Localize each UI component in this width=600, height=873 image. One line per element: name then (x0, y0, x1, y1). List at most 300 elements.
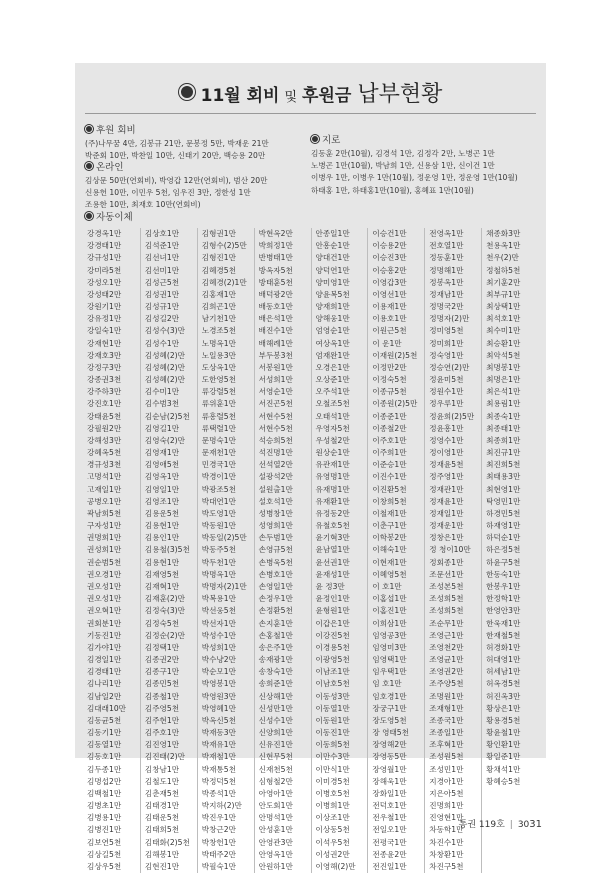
donor-entry: 양윤복5천 (315, 289, 350, 299)
member-fees-section: 후원 회비 (주)나무꿈 4만, 김봉규 21만, 문봉정 5만, 박재운 21만 박준회 10만, 박찬일 10만, 신태기 20만, 백승용 20만 (85, 122, 269, 162)
donor-entry: 박동원1만 (201, 521, 236, 531)
donor-entry: 권성희1만 (87, 545, 122, 555)
donor-entry: 조후혁1만 (429, 740, 464, 750)
donor-entry: 황용경5천 (486, 715, 521, 725)
donor-entry: 정 청이10만 (429, 545, 471, 555)
donor-entry: 김홍재1만 (201, 289, 236, 299)
donor-entry: 김수미1만 (144, 387, 180, 397)
donor-entry: 하윤구5천 (486, 557, 521, 567)
donor-entry: 신현무5천 (258, 752, 293, 762)
donor-entry: 임영미3만 (372, 642, 407, 652)
donor-entry: 천용옥1만 (486, 241, 521, 251)
donor-entry: 정승연(2)만 (429, 362, 470, 372)
donor-entry (482, 837, 538, 849)
donor-entry: 박복용1만 (201, 594, 236, 604)
donor-entry: 정명해1만 (429, 265, 464, 275)
donor-entry: 김용현1만 (144, 557, 180, 567)
donor-entry: 김종민5천 (144, 679, 180, 689)
donor-entry: 박영원3만 (201, 691, 236, 701)
title-bullet-icon (179, 84, 195, 100)
donor-entry: 손홍철1만 (258, 630, 293, 640)
donor-entry: 최승환1만 (486, 338, 521, 348)
donor-entry (482, 788, 538, 800)
section-line: 신용헌 10만, 이민우 5천, 임우진 3만, 정한성 1만 (85, 188, 251, 198)
donor-entry: 이동성3만 (315, 691, 350, 701)
donor-entry: 최명봉1만 (486, 362, 521, 372)
donor-entry: 강미라5천 (87, 265, 122, 275)
donor-entry: 김상호1만 (144, 229, 180, 238)
donor-entry: 서진곤5천 (258, 399, 293, 409)
donor-entry: 천우(2)만 (486, 253, 519, 263)
donor-entry: 곽남희5천 (87, 508, 122, 518)
donor-entry: 유관재1만 (315, 460, 350, 470)
donor-entry: 고재일1만 (87, 484, 122, 494)
page-title: 11월 회비 및 후원금 납부현황 (75, 77, 546, 108)
donor-entry: 설호석1만 (258, 496, 293, 506)
donor-entry: 경규성3천 (87, 460, 122, 470)
donor-entry: 양해웅1만 (315, 314, 350, 324)
donor-entry: 김형권1만 (201, 229, 236, 238)
donor-entry: 정명국2만 (429, 302, 464, 312)
donor-entry: 이영해(2)만 (315, 861, 356, 871)
donor-entry: 김정순(2)만 (144, 630, 185, 640)
donor-entry: 한봉우1만 (486, 581, 521, 591)
section-line: 이병우 1만, 이병우 1만(10월), 정운영 1만, 정운영 1만(10월) (311, 173, 518, 183)
donor-entry: 반병태1만 (258, 253, 293, 263)
donor-entry: 노명옥1만 (201, 338, 236, 348)
donor-entry: 강재현1만 (87, 338, 122, 348)
section-line: 박준회 10만, 박찬일 10만, 신태기 20만, 백승용 20만 (85, 151, 266, 161)
donor-entry: 강태윤5천 (87, 411, 122, 421)
donor-entry: 권오성1만 (87, 594, 122, 604)
donor-entry: 양대건1만 (315, 253, 350, 263)
donor-column (481, 228, 538, 873)
donor-entry: 허옥경5천 (486, 679, 521, 689)
donor-entry: 박동일(2)5만 (201, 533, 247, 543)
donor-entry: 박재철1만 (201, 752, 236, 762)
donor-entry: 강경태1만 (87, 241, 122, 251)
donor-entry: 김주호1만 (144, 728, 180, 738)
donor-entry: 성영희1만 (258, 521, 293, 531)
jiro-section: 지로 김동훈 2만(10월), 김경석 1만, 김정각 2만, 노병곤 1만 노병곤 1만(10월), 박남희 1만, 신용삼 1만, 신이건 1만 이병우 1만, 이병우 1만(10월), 정운영 1만, 정운영 1만(10월) 하태홍 1만, 하태홍1만(10월), 홍혜표 1만(10월) (311, 132, 518, 197)
donor-entry: 조성희5천 (429, 594, 464, 604)
donor-entry: 정회종1만 (429, 557, 464, 567)
donor-entry: 윤기혁3만 (315, 533, 350, 543)
donor-entry: 류강렬5천 (201, 387, 236, 397)
bullet-icon (311, 135, 319, 143)
donor-entry: 허경화1만 (486, 642, 521, 652)
donor-entry: 조성본5천 (429, 581, 464, 591)
donor-entry: 송재광1만 (258, 655, 293, 665)
donor-entry: 지경아1만 (429, 776, 464, 786)
donor-entry: 오상준1만 (315, 375, 350, 385)
donor-entry: 김병용1만 (87, 813, 122, 823)
donor-entry: 차창환1만 (429, 849, 464, 859)
donor-entry: 정철하5천 (486, 265, 521, 275)
donor-entry: 김가야1만 (87, 642, 122, 652)
donor-entry: 이학봉2만 (372, 533, 407, 543)
donor-entry: 김주영5천 (144, 703, 180, 713)
donor-entry: 이남호5천 (315, 679, 350, 689)
donor-entry: 박두천1만 (201, 557, 236, 567)
donor-entry: 이 운1만 (372, 338, 402, 348)
donor-entry: 조영천2만 (429, 642, 464, 652)
donor-entry: 신양희1만 (258, 728, 293, 738)
donor-entry: 김대래10만 (87, 703, 127, 713)
donor-entry: 최수미1만 (486, 326, 521, 336)
donor-entry: 이해숙1만 (372, 545, 407, 555)
donor-entry: 김성수1만 (144, 338, 180, 348)
donor-entry: 김용현1만 (144, 521, 180, 531)
donor-entry: 배동호1만 (258, 302, 293, 312)
donor-entry: 배은석1만 (258, 314, 293, 324)
divider (85, 113, 536, 114)
donor-column (424, 228, 481, 873)
donor-entry: 조종일1만 (429, 728, 464, 738)
donor-entry: 방옥자5천 (258, 265, 293, 275)
donor-entry: 최석호1만 (486, 314, 521, 324)
section-line: 하태홍 1만, 하태홍1만(10월), 홍혜표 1만(10월) (311, 185, 474, 195)
donor-entry: 김종권2만 (144, 655, 180, 665)
donor-entry: 조성원5천 (429, 752, 464, 762)
donor-entry: 조성희5천 (429, 606, 464, 616)
donor-entry: 석진명1만 (258, 448, 293, 458)
donor-entry: 권오성1만 (87, 581, 122, 591)
donor-entry: 이주희1만 (372, 448, 407, 458)
donor-entry: 박태주2만 (201, 849, 236, 859)
donor-entry: 김영애5천 (144, 460, 180, 470)
donor-entry: 김선녀1만 (144, 253, 180, 263)
donor-entry: 정재윤5천 (429, 460, 464, 470)
donor-entry: 조명원1만 (429, 691, 464, 701)
donor-entry: 손병호1만 (258, 569, 293, 579)
donor-entry: 이종철2만 (372, 423, 407, 433)
donor-entry: 강유정1만 (87, 314, 122, 324)
donor-entry: 장 영태5천 (372, 728, 409, 738)
donor-entry: 이준승1만 (372, 460, 407, 470)
donor-entry: 최진희5천 (486, 460, 521, 470)
donor-entry: 전호열1만 (429, 241, 464, 251)
donor-entry: 김경태1만 (87, 667, 122, 677)
donor-entry: 황일준1만 (486, 752, 521, 762)
donor-entry: 박재유1만 (201, 740, 236, 750)
donor-entry: 강진호1만 (87, 399, 122, 409)
donor-entry: 조순무1만 (429, 618, 464, 628)
donor-entry: 송희준1만 (258, 679, 293, 689)
donor-entry: 황혜승5천 (486, 776, 521, 786)
donor-entry: 박명옥1만 (201, 569, 236, 579)
donor-column (83, 228, 140, 873)
donor-entry: 지은아5천 (429, 788, 464, 798)
donor-entry: 우영자5천 (315, 423, 350, 433)
donor-entry: 강정구3만 (87, 362, 122, 372)
donor-entry: 서현수5천 (258, 411, 293, 421)
donor-entry: 양덕연1만 (315, 265, 350, 275)
donor-entry: 장영동5만 (372, 752, 407, 762)
donor-entry: 안원하1만 (258, 861, 293, 871)
donor-entry: 김종철1만 (144, 691, 180, 701)
donor-entry: 김태화(2)5천 (144, 837, 190, 847)
donor-entry: 손정환5천 (258, 606, 293, 616)
donor-entry: 이남조1만 (315, 667, 350, 677)
donor-entry: 조주양5천 (429, 679, 464, 689)
donor-entry: 송은주1만 (258, 642, 293, 652)
donor-entry: 정영수1만 (429, 435, 464, 445)
donor-entry: 전종윤2만 (372, 849, 407, 859)
donor-entry: 이진환5천 (372, 484, 407, 494)
donor-entry: 김영길1만 (144, 423, 180, 433)
donor-entry: 윤형원1만 (315, 606, 350, 616)
donor-entry: 강성오1만 (87, 277, 122, 287)
donor-entry: 엄영순1만 (315, 326, 350, 336)
donor-entry: 박필숙1만 (201, 861, 236, 871)
section-line: 김동훈 2만(10월), 김경석 1만, 김정각 2만, 노병곤 1만 (311, 149, 495, 158)
donor-entry: 김성수(3)만 (144, 326, 185, 336)
donor-entry: 김성길2만 (144, 314, 180, 324)
donor-entry: 정창은1만 (429, 533, 464, 543)
donor-entry: 조성민1만 (429, 764, 464, 774)
donor-entry: 최상택1만 (486, 302, 521, 312)
donor-entry: 석승희5천 (258, 435, 293, 445)
donor-entry: 김영일1만 (144, 484, 180, 494)
donor-entry: 박성수1만 (201, 630, 236, 640)
donor-entry: 이동희5천 (315, 740, 350, 750)
donor-entry: 김동열1만 (87, 740, 122, 750)
donor-entry: 장궁구1만 (372, 703, 407, 713)
donor-entry: 전평국1만 (372, 837, 407, 847)
donor-entry: 이현재1만 (372, 557, 407, 567)
donor-entry: 정미영5천 (429, 326, 464, 336)
donor-entry: 진명희1만 (429, 801, 464, 811)
donor-entry: 박영봉1만 (201, 679, 236, 689)
donor-entry: 정윤미5천 (429, 375, 464, 385)
bullet-icon (85, 125, 93, 133)
donor-entry: 이동진1만 (315, 728, 350, 738)
donor-entry: 김주현1만 (144, 715, 180, 725)
donor-entry: 류흥렬5천 (201, 411, 236, 421)
donor-column (311, 228, 368, 873)
donor-entry: 배덕광2만 (258, 289, 293, 299)
donor-entry: 김상우5천 (87, 861, 122, 871)
donor-entry: 정윤희(2)5만 (429, 411, 475, 421)
donor-entry: 송창숙1만 (258, 667, 293, 677)
donor-entry: 권회분1만 (87, 618, 122, 628)
donor-entry: 유철호5천 (315, 521, 350, 531)
donor-entry: 김성혜(2)만 (144, 350, 185, 360)
donor-entry: 도상옥1만 (201, 362, 236, 372)
donor-entry: 김재혁1만 (144, 581, 180, 591)
donor-entry: 김영조1만 (144, 496, 180, 506)
donor-entry: 전영옥1만 (429, 229, 464, 238)
donor-entry: 김성규1만 (144, 302, 180, 312)
donor-entry: 김정택1만 (144, 642, 180, 652)
donor-entry: 한영안3만 (486, 606, 521, 616)
donor-entry: 김혜경(2)1만 (201, 277, 247, 287)
donor-entry: 양미영1만 (315, 277, 350, 287)
donor-entry: 이희삼1만 (372, 618, 407, 628)
auto-transfer-section: 자동이체 (85, 209, 133, 225)
donor-entry: 오주석1만 (315, 387, 350, 397)
donor-entry: 이승진3만 (372, 253, 407, 263)
donor-entry: 한재철5천 (486, 630, 521, 640)
donor-entry: 전일오1만 (372, 825, 407, 835)
donor-entry: 임 호1만 (372, 679, 402, 689)
donor-entry: 황윤철1만 (486, 728, 521, 738)
donor-entry: 김수범3천 (144, 399, 180, 409)
donor-entry: 정봉옥1만 (429, 277, 464, 287)
donor-entry: 권명희1만 (87, 533, 122, 543)
donor-entry: 허세남1만 (486, 667, 521, 677)
donor-entry: 박수냥2만 (201, 655, 236, 665)
donor-entry: 차동학1만 (429, 825, 464, 835)
donor-entry: 유영명1만 (315, 472, 350, 482)
donor-entry: 김성근5천 (144, 277, 180, 287)
donor-entry: 안영관3만 (258, 837, 293, 847)
donor-entry: 황채석1만 (486, 764, 521, 774)
donor-entry: 박동주5천 (201, 545, 236, 555)
donor-entry: 김태경1만 (144, 801, 180, 811)
donor-entry: 강재호3만 (87, 350, 122, 360)
donor-entry: 박선자1만 (201, 618, 236, 628)
donor-entry: 최현영1만 (486, 484, 521, 494)
donor-entry: 김형수(2)5만 (201, 241, 247, 251)
donor-entry: 김동기1만 (87, 728, 122, 738)
donor-entry: 강필원2만 (87, 423, 122, 433)
donor-column (367, 228, 424, 873)
donor-entry: 최종숙1만 (486, 411, 521, 421)
donor-entry: 유재환1만 (315, 496, 350, 506)
donor-entry: 조영권2만 (429, 667, 464, 677)
donor-entry: 임우택1만 (372, 667, 407, 677)
donor-entry: 이용재1만 (372, 302, 407, 312)
donor-entry: 유정동2만 (315, 508, 350, 518)
donor-entry: 하경민5천 (486, 508, 521, 518)
donor-entry: 최진규1만 (486, 448, 521, 458)
donor-entry: 하은정5천 (486, 545, 521, 555)
donor-entry: 강혜옥5천 (87, 448, 122, 458)
donor-entry: 류위훈1만 (201, 399, 236, 409)
donor-entry: 김보연5천 (87, 837, 122, 847)
donor-entry: 전진일1만 (372, 861, 407, 871)
donor-entry: 최종희1만 (486, 435, 521, 445)
section-line: 김상문 50만(연회비), 박영갑 12만(연회비), 범산 20만 (85, 176, 268, 185)
donor-entry: 김영숙(2)만 (144, 435, 185, 445)
donor-entry: 박지하(2)만 (201, 801, 242, 811)
donor-entry: 이성권2만 (315, 849, 350, 859)
donor-entry: 차진구5천 (429, 861, 464, 871)
donor-entry: 구자성1만 (87, 521, 122, 531)
donor-entry: 안영옥1만 (258, 849, 293, 859)
donor-entry: 윤 정3만 (315, 581, 345, 591)
donor-entry: 하재영1만 (486, 521, 521, 531)
donor-entry: 채종화3만 (486, 229, 521, 238)
donor-entry: 정재남1만 (429, 289, 464, 299)
donor-entry: 허대영1만 (486, 655, 521, 665)
donor-entry: 정윤흥1만 (429, 423, 464, 433)
donor-entry: 차진수1만 (429, 837, 464, 847)
donor-entry: 박선웅5천 (201, 606, 236, 616)
donor-entry: 이 호1만 (372, 581, 402, 591)
donor-entry: 이철재1만 (372, 508, 407, 518)
donor-entry: 신성만1만 (258, 703, 293, 713)
donor-entry (482, 849, 538, 861)
donor-entry: 이정숙5천 (372, 375, 407, 385)
donor-entry: 박경이1만 (201, 472, 236, 482)
donor-entry: 이홈섭1만 (372, 594, 407, 604)
donor-entry: 정재윤1만 (429, 496, 464, 506)
donor-entry: 조문선1만 (429, 569, 464, 579)
donor-entry: 김태운5천 (144, 813, 180, 823)
donor-entry: 류택렬1만 (201, 423, 236, 433)
donor-entry: 전우철1만 (372, 813, 407, 823)
donor-list-grid (83, 228, 538, 873)
donor-entry: 김명섭2만 (87, 776, 122, 786)
donor-entry: 김창남1만 (144, 764, 180, 774)
donor-entry: 권오혁1만 (87, 606, 122, 616)
donor-entry: 신상해1만 (258, 691, 293, 701)
donor-entry: 문명숙1만 (201, 435, 236, 445)
donor-entry: 정주영1만 (429, 472, 464, 482)
donor-entry: 노경조5천 (201, 326, 236, 336)
donor-entry: 이병호5천 (315, 788, 350, 798)
donor-entry: 최태용3만 (486, 472, 521, 482)
page-footer: 통권 119호 | 3031 (458, 819, 542, 830)
donor-entry: 장영해2만 (372, 740, 407, 750)
donor-entry: 이갑은1만 (315, 618, 350, 628)
donor-entry: 한욱재1만 (486, 618, 521, 628)
donor-entry: 박창헌1만 (201, 837, 236, 847)
donor-entry: 정우루1만 (429, 399, 464, 409)
donor-entry: 정재운1만 (429, 521, 464, 531)
donor-entry: 임영공3만 (372, 630, 407, 640)
donor-entry: 이춘구1만 (372, 521, 407, 531)
donor-entry: 손영규5천 (258, 545, 293, 555)
donor-entry: 김상길5천 (87, 849, 122, 859)
donor-entry: 김동균5천 (87, 715, 122, 725)
donor-entry: 민경국1만 (201, 460, 236, 470)
donor-entry: 정숙영1만 (429, 350, 464, 360)
donor-entry: 김정숙(3)만 (144, 606, 185, 616)
donor-entry: 김병초1만 (87, 801, 122, 811)
donor-entry: 이홈진1만 (372, 606, 407, 616)
donor-entry: 노일용3만 (201, 350, 236, 360)
donor-entry: 정명자(2)만 (429, 314, 470, 324)
donor-entry: 최악석5천 (486, 350, 521, 360)
donor-column (197, 228, 254, 873)
donor-entry: 윤선권1만 (315, 557, 350, 567)
donor-entry: 이종준1만 (372, 411, 407, 421)
donor-entry: 이만수3만 (315, 752, 350, 762)
donor-entry: 김진영1만 (144, 740, 180, 750)
donor-entry: 설광석2만 (258, 472, 293, 482)
bullet-icon (85, 162, 93, 170)
donor-entry: 배해례1만 (258, 338, 293, 348)
donor-column (140, 228, 197, 873)
donor-entry (482, 861, 538, 873)
donor-entry: 최용림1만 (486, 399, 521, 409)
donor-entry: 임영택1만 (372, 655, 407, 665)
donor-entry: 부두봉3천 (258, 350, 293, 360)
donor-entry: 한동숙1만 (486, 569, 521, 579)
donor-entry: 김철도1만 (144, 776, 180, 786)
donor-entry: 이승건1만 (372, 229, 407, 238)
donor-entry: 최명은1만 (486, 375, 521, 385)
donor-entry: 김선미1만 (144, 265, 180, 275)
donor-entry: 박성희1만 (201, 642, 236, 652)
donor-entry: 황상은1만 (486, 703, 521, 713)
donor-entry: 박종석1만 (201, 788, 236, 798)
donor-entry: 김백철1만 (87, 788, 122, 798)
